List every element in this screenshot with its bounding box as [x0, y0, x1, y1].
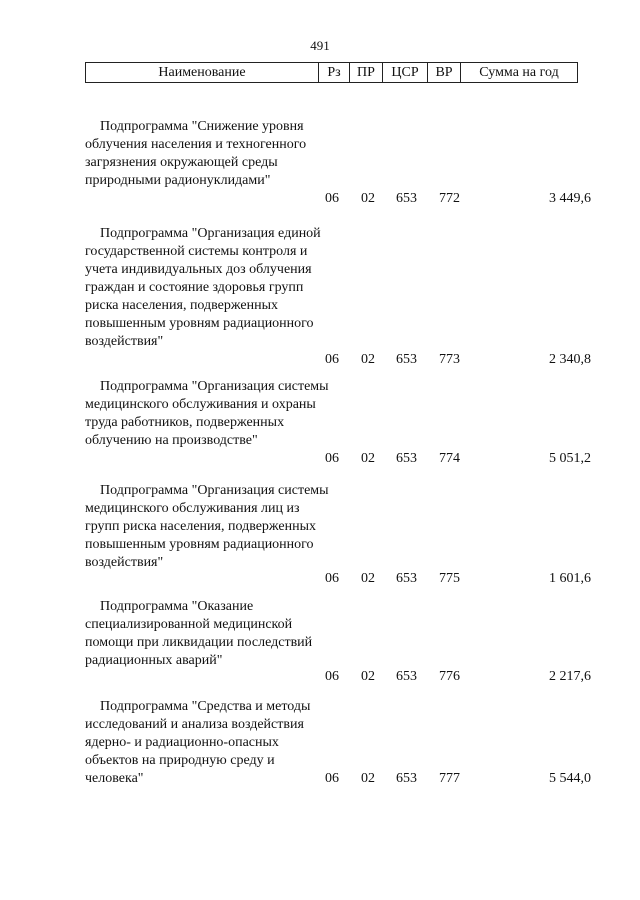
row-name: Подпрограмма "Организация системы медицинского обслуживания и охраны труда работников, подверженных облучению на производстве" — [85, 379, 329, 448]
row-rz: 06 — [325, 771, 339, 786]
row-sum: 1 601,6 — [549, 571, 591, 586]
row-pr: 02 — [361, 191, 375, 206]
table-row — [85, 482, 595, 588]
row-name: Подпрограмма "Организация единой государственной системы контроля и учета индивидуальных доз облучения граждан и состояние здоровья групп риска населения, подверженных повышенным уровням радиационного воздействия" — [85, 226, 321, 349]
row-sum: 2 217,6 — [549, 669, 591, 684]
row-sum: 5 051,2 — [549, 451, 591, 466]
row-csr: 653 — [396, 669, 417, 684]
table-row — [85, 598, 595, 686]
row-vr: 777 — [439, 771, 460, 786]
row-rz: 06 — [325, 191, 339, 206]
row-rz: 06 — [325, 451, 339, 466]
header-rz: Рз — [319, 63, 350, 83]
row-rz: 06 — [325, 352, 339, 367]
table-row — [85, 225, 595, 369]
row-csr: 653 — [396, 451, 417, 466]
header-pr: ПР — [350, 63, 383, 83]
row-sum: 5 544,0 — [549, 771, 591, 786]
row-pr: 02 — [361, 669, 375, 684]
row-vr: 775 — [439, 571, 460, 586]
header-sum: Сумма на год — [461, 63, 578, 83]
header-csr: ЦСР — [383, 63, 428, 83]
table-row — [85, 118, 595, 208]
row-vr: 773 — [439, 352, 460, 367]
row-pr: 02 — [361, 771, 375, 786]
row-pr: 02 — [361, 352, 375, 367]
table-header — [85, 62, 578, 83]
row-vr: 776 — [439, 669, 460, 684]
row-csr: 653 — [396, 771, 417, 786]
row-csr: 653 — [396, 352, 417, 367]
table-row — [85, 378, 595, 468]
row-vr: 772 — [439, 191, 460, 206]
row-csr: 653 — [396, 571, 417, 586]
row-sum: 3 449,6 — [549, 191, 591, 206]
row-sum: 2 340,8 — [549, 352, 591, 367]
table-row — [85, 698, 595, 788]
row-name: Подпрограмма "Оказание специализированной медицинской помощи при ликвидации последствий радиационных аварий" — [85, 599, 313, 668]
page-number: 491 — [310, 38, 330, 53]
header-name: Наименование — [86, 63, 319, 83]
row-rz: 06 — [325, 571, 339, 586]
row-pr: 02 — [361, 571, 375, 586]
row-name: Подпрограмма "Снижение уровня облучения населения и техногенного загрязнения окружающей среды природными радионуклидами" — [85, 119, 307, 188]
header-row — [86, 63, 578, 83]
row-name: Подпрограмма "Средства и методы исследований и анализа воздействия ядерно- и радиационно-опасных объектов на природную среду и человека" — [85, 699, 311, 786]
row-name: Подпрограмма "Организация системы медицинского обслуживания лиц из групп риска населения, подверженных повышенным уровням радиационного воздействия" — [85, 483, 329, 570]
row-rz: 06 — [325, 669, 339, 684]
row-pr: 02 — [361, 451, 375, 466]
row-csr: 653 — [396, 191, 417, 206]
header-vr: ВР — [428, 63, 461, 83]
row-vr: 774 — [439, 451, 460, 466]
